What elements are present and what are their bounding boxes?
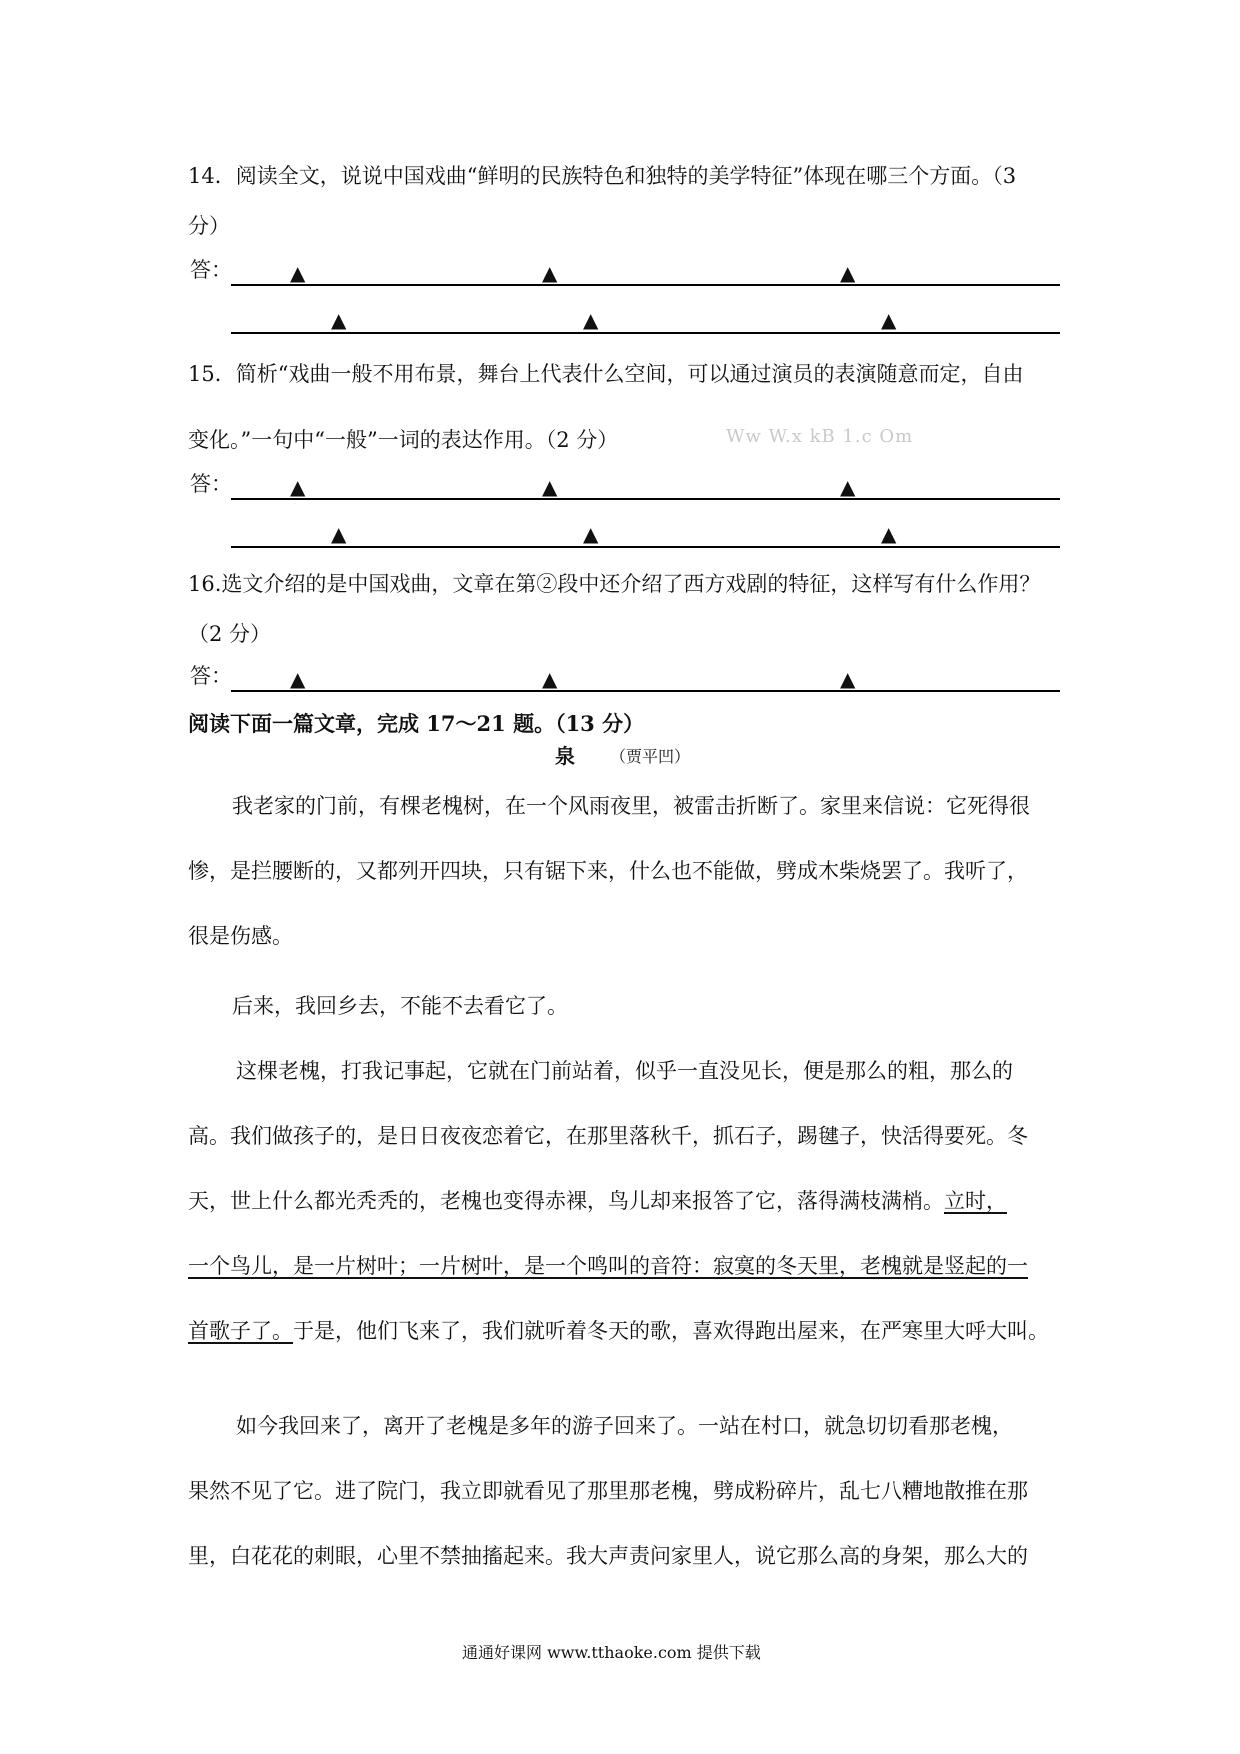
q14-line1: 14．阅读全文，说说中国戏曲“鲜明的民族特色和独特的美学特征”体现在哪三个方面。（3 (188, 164, 1017, 188)
answer-label: 答： (190, 664, 232, 688)
triangle-marker: ▲ (290, 475, 306, 499)
triangle-marker: ▲ (331, 522, 347, 546)
triangle-marker: ▲ (881, 308, 897, 332)
q15-answer-row[interactable] (190, 460, 1060, 500)
q14-answer-row[interactable] (190, 246, 1060, 286)
article-author: （贾平凹） (610, 747, 691, 766)
p1-line1: 我老家的门前，有棵老槐树，在一个风雨夜里，被雷击折断了。家里来信说：它死得很 (232, 794, 1030, 818)
p1-line2: 惨，是拦腰断的，又都列开四块，只有锯下来，什么也不能做，劈成木柴烧罢了。我听了， (188, 859, 1028, 883)
triangle-marker: ▲ (840, 475, 856, 499)
answer-label: 答： (190, 258, 232, 282)
triangle-marker: ▲ (881, 522, 897, 546)
p3-line3-plain: 天，世上什么都光秃秃的，老槐也变得赤裸，鸟儿却来报答了它，落得满枝满梢。 (188, 1189, 944, 1213)
triangle-marker: ▲ (542, 475, 558, 499)
p2-line1: 后来，我回乡去，不能不去看它了。 (232, 994, 568, 1018)
answer-line (231, 690, 1060, 692)
p3-line3 (188, 1185, 1007, 1215)
triangle-marker: ▲ (331, 308, 347, 332)
watermark: Ww W.x kB 1.c Om (726, 426, 914, 447)
p3-line2: 高。我们做孩子的，是日日夜夜恋着它，在那里落秋千，抓石子，踢毽子，快活得要死。冬 (188, 1124, 1028, 1148)
underlined-sentence: 立时， (944, 1189, 1007, 1213)
section-heading: 阅读下面一篇文章，完成 17～21 题。（13 分） (188, 711, 645, 736)
triangle-marker: ▲ (583, 522, 599, 546)
q14-line2: 分） (188, 214, 230, 238)
p3-line5 (188, 1315, 1049, 1345)
page-footer: 通通好课网 www.tthaoke.com 提供下载 (462, 1643, 761, 1662)
triangle-marker: ▲ (542, 667, 558, 691)
p3-line1: 这棵老槐，打我记事起，它就在门前站着，似乎一直没见长，便是那么的粗，那么的 (236, 1059, 1013, 1083)
q16-line1: 16.选文介绍的是中国戏曲，文章在第②段中还介绍了西方戏剧的特征，这样写有什么作用？ (188, 572, 1041, 596)
triangle-marker: ▲ (542, 261, 558, 285)
answer-label: 答： (190, 472, 232, 496)
article-title: 泉 (555, 744, 575, 768)
p3-line5-plain: 于是，他们飞来了，我们就听着冬天的歌，喜欢得跑出屋来，在严寒里大呼大叫。 (293, 1319, 1049, 1343)
q16-answer-row[interactable] (190, 652, 1060, 692)
q15-answer-row-2[interactable] (231, 516, 1060, 548)
answer-line (231, 498, 1060, 500)
p4-line1: 如今我回来了，离开了老槐是多年的游子回来了。一站在村口，就急切切看那老槐， (236, 1414, 1013, 1438)
underlined-sentence: 一个鸟儿，是一片树叶；一片树叶，是一个鸣叫的音符：寂寞的冬天里，老槐就是竖起的一 (188, 1254, 1028, 1278)
underlined-sentence: 首歌子了。 (188, 1319, 293, 1343)
triangle-marker: ▲ (840, 667, 856, 691)
triangle-marker: ▲ (290, 261, 306, 285)
q16-line2: （2 分） (188, 622, 272, 646)
answer-line (231, 284, 1060, 286)
p4-line2: 果然不见了它。进了院门，我立即就看见了那里那老槐，劈成粉碎片，乱七八糟地散推在那 (188, 1479, 1028, 1503)
q15-line2: 变化。”一句中“一般”一词的表达作用。（2 分） (188, 428, 619, 452)
q15-line1: 15．简析“戏曲一般不用布景，舞台上代表什么空间，可以通过演员的表演随意而定，自由 (188, 362, 1024, 386)
p1-line3: 很是伤感。 (188, 924, 293, 948)
triangle-marker: ▲ (290, 667, 306, 691)
triangle-marker: ▲ (840, 261, 856, 285)
q14-answer-row-2[interactable] (231, 302, 1060, 334)
p4-line3: 里，白花花的刺眼，心里不禁抽搐起来。我大声责问家里人，说它那么高的身架，那么大的 (188, 1544, 1028, 1568)
triangle-marker: ▲ (583, 308, 599, 332)
